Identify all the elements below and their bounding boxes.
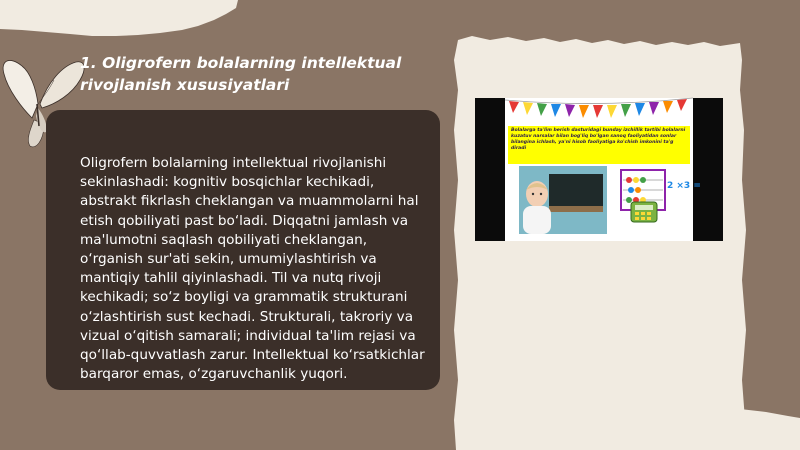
illustration-caption: Bolalarga ta'lim berish dasturidagi bunday izchillik tartibi bolalarni kuzatuv narsalar bilan bog'liq bo'lgan sanoq faoliyatidan sonlar bilangina ichlash, ya'ni hisob faoliyatiga ko'chish imkonini ta'g diradi — [511, 128, 686, 151]
body-text: Oligrofern bolalarning intellektual rivojlanishi sekinlashadi: kognitiv bosqichlar kechikadi, abstrakt fikrlash cheklangan va muammolarni hal etish qobiliyati past bo‘ladi. Diqqatni jamlash va ma'lumotni saqlash qobiliyati cheklangan, o‘rganish sur'ati sekin, umumiylashtirish va mantiqiy tahlil qiyinlashadi. Til va nutq rivoji kechikadi; so‘z boyligi va grammatik strukturani o‘zlashtirish sust kechadi. Strukturali, takroriy va vizual o‘qitish samarali; individual ta'lim rejasi va qo‘llab-quvvatlash zarur. Intellektual ko‘rsatkichlar barqaror emas, o‘zgaruvchanlik yuqori. — [80, 155, 425, 383]
illustration-image — [475, 98, 723, 241]
illustration-caption-box — [508, 126, 690, 164]
illustration-content — [505, 98, 701, 241]
bunting-flags-icon — [505, 98, 693, 118]
illustration-art — [505, 98, 701, 241]
math-glyphs: 2 ×3 = — [667, 181, 701, 191]
child-photo — [519, 166, 607, 234]
top-left-torn-paper — [0, 0, 238, 36]
slide-title-line-1: 1. Oligrofern bolalarning intellektual — [80, 54, 402, 72]
slide-title-line-2: rivojlanish xususiyatlari — [80, 76, 290, 94]
slide-title — [80, 52, 420, 96]
abacus-icon — [621, 170, 701, 222]
